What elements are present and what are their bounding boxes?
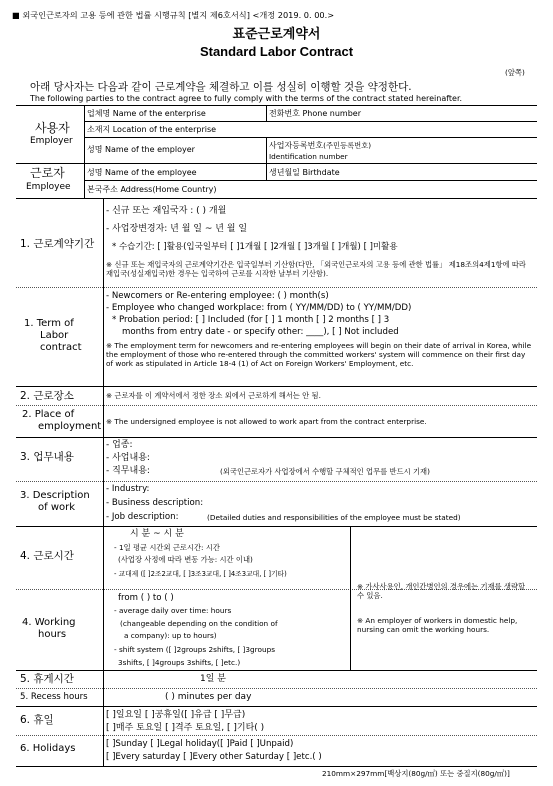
probation-en-2[interactable]: months from entry date - or specify other: ____), [ ] Not included xyxy=(122,327,399,337)
overtime-change-en-2[interactable]: a company): up to hours) xyxy=(124,631,217,640)
probation-ko[interactable]: * 수습기간: [ ]활용(입국일부터 [ ]1개월 [ ]2개월 [ ]3개월 [ ]개월) [ ]미활용 xyxy=(112,242,398,252)
hours-note-ko: ※ 가사사용인, 개인간병인의 경우에는 기재를 생략할 수 있음. xyxy=(357,582,526,600)
term-label-ko: 1. 근로계약기간 xyxy=(20,238,95,250)
term-changed-workplace-en[interactable]: - Employee who changed workplace: from ( YY/MM/DD) to ( YY/MM/DD) xyxy=(106,303,412,313)
employee-label-ko: 근로자 xyxy=(30,166,65,180)
hours-label-en-2: hours xyxy=(38,629,67,640)
form-reference: ■ 외국인근로자의 고용 등에 관한 법률 시행규칙 [별지 제6호서식] <개정 2019. 0. 00.> xyxy=(12,10,335,20)
hours-note-en: ※ An employer of workers in domestic help, nursing can omit the working hours. xyxy=(357,616,518,634)
enterprise-location-field[interactable]: 소재지 Location of the enterprise xyxy=(87,125,217,134)
employer-id-label-small: (주민등록번호) xyxy=(323,141,372,150)
holiday-options-en-2[interactable]: [ ]Every saturday [ ]Every other Saturday [ ]etc.( ) xyxy=(106,752,322,762)
holiday-options-en-1[interactable]: [ ]Sunday [ ]Legal holiday([ ]Paid [ ]Unpaid) xyxy=(106,739,294,749)
employer-id-label-ko: 사업자등록번호 xyxy=(269,141,324,150)
employee-label-en: Employee xyxy=(26,182,71,192)
paper-spec: 210mm×297mm[백상지(80g/㎡) 또는 중질지(80g/㎡)] xyxy=(322,769,510,778)
holiday-options-ko-2[interactable]: [ ]매주 토요일 [ ]격주 토요일, [ ]기타( ) xyxy=(106,723,265,733)
employee-name-field[interactable]: 성명 Name of the employee xyxy=(87,168,197,177)
work-time-en[interactable]: from ( ) to ( ) xyxy=(118,593,174,603)
overtime-change-en-1[interactable]: (changeable depending on the condition of xyxy=(120,619,278,628)
employer-id-label-en: Identification number xyxy=(269,152,348,161)
phone-number-field[interactable]: 전화번호 Phone number xyxy=(269,109,362,118)
term-label-en-3: contract xyxy=(40,342,82,353)
overtime-en[interactable]: - average daily over time: hours xyxy=(114,606,232,615)
intro-korean: 아래 당사자는 다음과 같이 근로계약을 체결하고 이를 성실히 이행할 것을 약정한다. xyxy=(30,81,412,93)
title-korean: 표준근로계약서 xyxy=(232,27,321,42)
shift-system-en-1[interactable]: - shift system ([ ]2groups 2shifts, [ ]3groups xyxy=(114,645,276,654)
enterprise-name-field[interactable]: 업체명 Name of the enterprise xyxy=(87,109,206,118)
overtime-ko[interactable]: - 1일 평균 시간외 근로시간: 시간 xyxy=(114,543,220,552)
job-label-en-2: of work xyxy=(38,502,76,513)
place-note-ko: ※ 근로자를 이 계약서에서 정한 장소 외에서 근로하게 해서는 안 됨. xyxy=(106,391,321,400)
term-newcomer-en[interactable]: - Newcomers or Re-entering employee: ( ) month(s) xyxy=(106,291,329,301)
place-label-ko: 2. 근로장소 xyxy=(20,390,74,402)
term-note-en: ※ The employment term for newcomers and re-entering employees will begin on their date of arrival in Korea, while the employment of those who re-entered through the committed workers' system will commence on their first day of work as stipulated in Article 18-4 (1) of Act on Foreign Workers' Employment, etc. xyxy=(106,341,532,368)
title-english: Standard Labor Contract xyxy=(199,44,354,59)
rest-field-ko[interactable]: 1일 분 xyxy=(200,674,226,684)
duty-field-ko[interactable]: - 직무내용: xyxy=(106,466,150,476)
term-changed-workplace-ko[interactable]: - 사업장변경자: 년 월 일 ~ 년 월 일 xyxy=(106,224,248,234)
business-field-en[interactable]: - Business description: xyxy=(106,498,204,508)
term-newcomer-ko[interactable]: - 신규 또는 재입국자 : ( ) 개월 xyxy=(106,206,227,216)
shift-system-ko[interactable]: - 교대제 ([ ]2조2교대, [ ]3조3교대, [ ]4조3교대, [ ]기타) xyxy=(114,570,287,578)
side-note: (앞쪽) xyxy=(505,68,525,77)
term-note-ko: ※ 신규 또는 재입국자의 근로계약기간은 입국일부터 기산함(다만, 「외국인근로자의 고용 등에 관한 법률」 제18조의4제1항에 따라 재입국(성실재입국)한 경우는 입국하여 근로를 시작한 날부터 기산함). xyxy=(106,260,526,278)
duty-note-en: (Detailed duties and responsibilities of the employee must be stated) xyxy=(207,513,461,522)
holiday-options-ko-1[interactable]: [ ]일요일 [ ]공휴일([ ]유급 [ ]무급) xyxy=(106,710,246,720)
employer-id-field[interactable] xyxy=(269,141,371,151)
holiday-label-en: 6. Holidays xyxy=(20,743,76,754)
rest-label-ko: 5. 휴게시간 xyxy=(20,673,74,685)
birthdate-field[interactable]: 생년월일 Birthdate xyxy=(269,168,340,177)
home-address-field[interactable]: 본국주소 Address(Home Country) xyxy=(87,185,217,194)
duty-note-ko: (외국인근로자가 사업장에서 수행할 구체적인 업무를 반드시 기재) xyxy=(220,467,430,476)
work-time-ko[interactable]: 시 분 ~ 시 분 xyxy=(130,529,184,539)
place-label-en-1: 2. Place of xyxy=(22,409,75,420)
probation-en-1[interactable]: * Probation period: [ ] Included (for [ ] 1 month [ ] 2 months [ ] 3 xyxy=(112,315,390,325)
place-label-en-2: employment xyxy=(38,421,102,432)
holiday-label-ko: 6. 휴일 xyxy=(20,714,54,726)
hours-label-en-1: 4. Working xyxy=(22,617,76,628)
rest-field-en[interactable]: ( ) minutes per day xyxy=(165,692,252,702)
shift-system-en-2[interactable]: 3shifts, [ ]4groups 3shifts, [ ]etc.) xyxy=(118,658,241,667)
employer-label-ko: 사용자 xyxy=(35,121,70,135)
hours-label-ko: 4. 근로시간 xyxy=(20,550,74,562)
term-label-en-2: Labor xyxy=(40,330,69,341)
duty-field-en[interactable]: - Job description: xyxy=(106,512,179,522)
industry-field-ko[interactable]: - 업종: xyxy=(106,440,133,450)
term-label-en-1: 1. Term of xyxy=(24,318,74,329)
job-label-ko: 3. 업무내용 xyxy=(20,451,74,463)
industry-field-en[interactable]: - Industry: xyxy=(106,484,150,494)
rest-label-en: 5. Recess hours xyxy=(20,692,88,702)
employer-label-en: Employer xyxy=(30,136,73,146)
overtime-change-ko[interactable]: (사업장 사정에 따라 변동 가능: 시간 이내) xyxy=(118,555,253,564)
intro-english: The following parties to the contract agree to fully comply with the terms of the contract stated hereinafter. xyxy=(30,94,463,103)
business-field-ko[interactable]: - 사업내용: xyxy=(106,453,150,463)
employer-name-field[interactable]: 성명 Name of the employer xyxy=(87,145,195,154)
job-label-en-1: 3. Description xyxy=(20,490,90,501)
place-note-en: ※ The undersigned employee is not allowed to work apart from the contract enterprise. xyxy=(106,417,427,426)
